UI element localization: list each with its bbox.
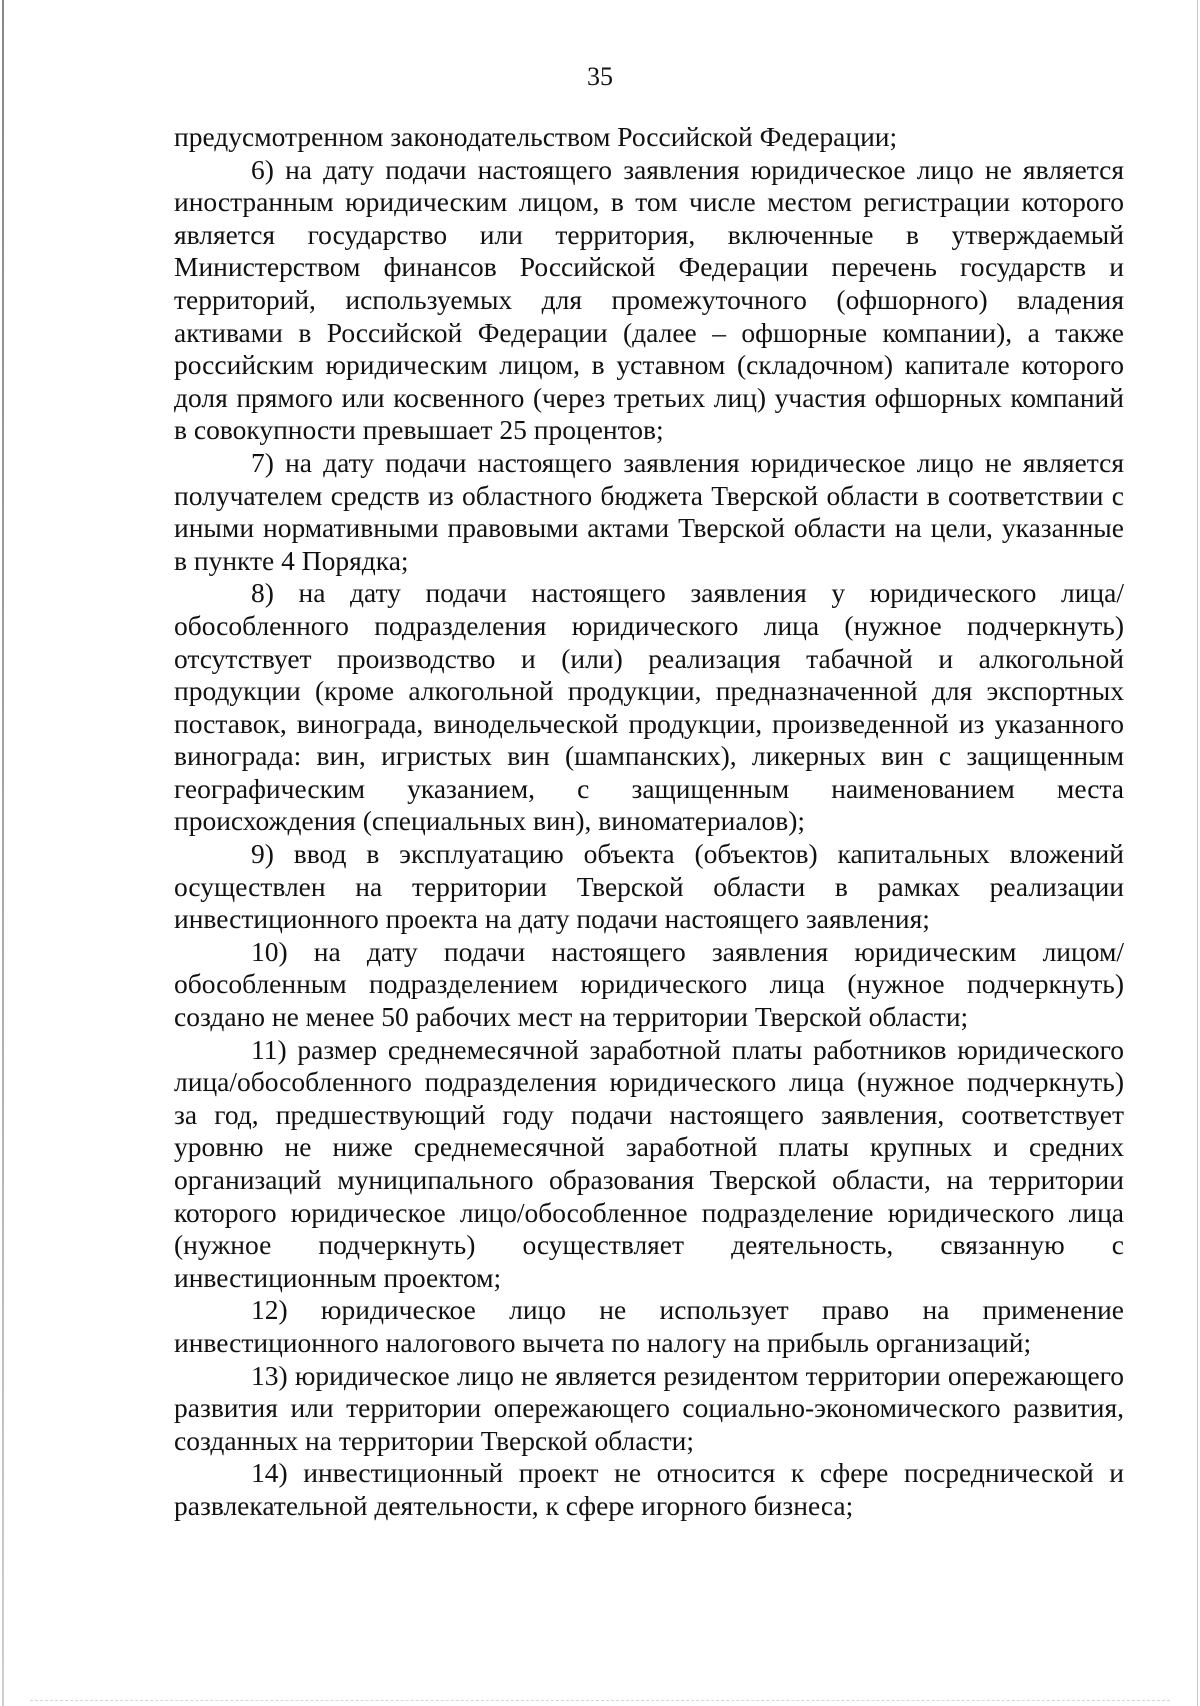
paragraph-item-6: 6) на дату подачи настоящего заявления юридическое лицо не является иностранным юридическим лицом, в том числе местом регистрации которого является государство или территория, включенные в утверждаемый Министерством финансов Российской Федерации перечень государств и территорий, используемых для промежуточного (офшорного) владения активами в Российской Федерации (далее – офшорные компании), а также российским юридическим лицом, в уставном (складочном) капитале которого доля прямого или косвенного (через третьих лиц) участия офшорных компаний в совокупности превышает 25 процентов; bbox=[174, 153, 1124, 446]
page-number: 35 bbox=[587, 62, 613, 91]
paragraph-item-14: 14) инвестиционный проект не относится к сфере посреднической и развлекательной деятельности, к сфере игорного бизнеса; bbox=[174, 1457, 1124, 1521]
document-body bbox=[174, 121, 1124, 1523]
paragraph-item-13: 13) юридическое лицо не является резидентом территории опережающего развития или территории опережающего социально-экономического развития, созданных на территории Тверской области; bbox=[174, 1359, 1124, 1456]
scan-edge-right bbox=[1197, 0, 1198, 1706]
paragraph-item-10: 10) на дату подачи настоящего заявления юридическим лицом/обособленным подразделением юридического лица (нужное подчеркнуть) создано не менее 50 рабочих мест на территории Тверской области; bbox=[174, 935, 1124, 1033]
paragraph-item-11: 11) размер среднемесячной заработной платы работников юридического лица/обособленного подразделения юридического лица (нужное подчеркнуть) за год, предшествующий году подачи настоящего заявления, соответствует уровню не ниже среднемесячной заработной платы крупных и средних организаций муниципального образования Тверской области, на территории которого юридическое лицо/обособленное подразделение юридического лица (нужное подчеркнуть) осуществляет деятельность, связанную с инвестиционным проектом; bbox=[174, 1033, 1124, 1293]
paragraph-item-12: 12) юридическое лицо не использует право на применение инвестиционного налогового вычета по налогу на прибыль организаций; bbox=[174, 1294, 1124, 1358]
paragraph-item-7: 7) на дату подачи настоящего заявления юридическое лицо не является получателем средств из областного бюджета Тверской области в соответствии с иными нормативными правовыми актами Тверской области на цели, указанные в пункте 4 Порядка; bbox=[174, 446, 1124, 576]
paragraph-item-8: 8) на дату подачи настоящего заявления у юридического лица/обособленного подразделения юридического лица (нужное подчеркнуть) отсутствует производство и (или) реализация табачной и алкогольной продукции (кроме алкогольной продукции, предназначенной для экспортных поставок, винограда, винодельческой продукции, произведенной из указанного винограда: вин, игристых вин (шампанских), ликерных вин с защищенным географическим указанием, с защищенным наименованием места происхождения (специальных вин), виноматериалов); bbox=[174, 577, 1124, 837]
scan-noise-line bbox=[30, 1700, 1170, 1702]
paragraph-continuation: предусмотренном законодательством Российской Федерации; bbox=[174, 121, 898, 152]
paragraph-item-9: 9) ввод в эксплуатацию объекта (объектов) капитальных вложений осуществлен на территории Тверской области в рамках реализации инвестиционного проекта на дату подачи настоящего заявления; bbox=[174, 838, 1124, 935]
scan-edge-left bbox=[2, 0, 4, 1706]
